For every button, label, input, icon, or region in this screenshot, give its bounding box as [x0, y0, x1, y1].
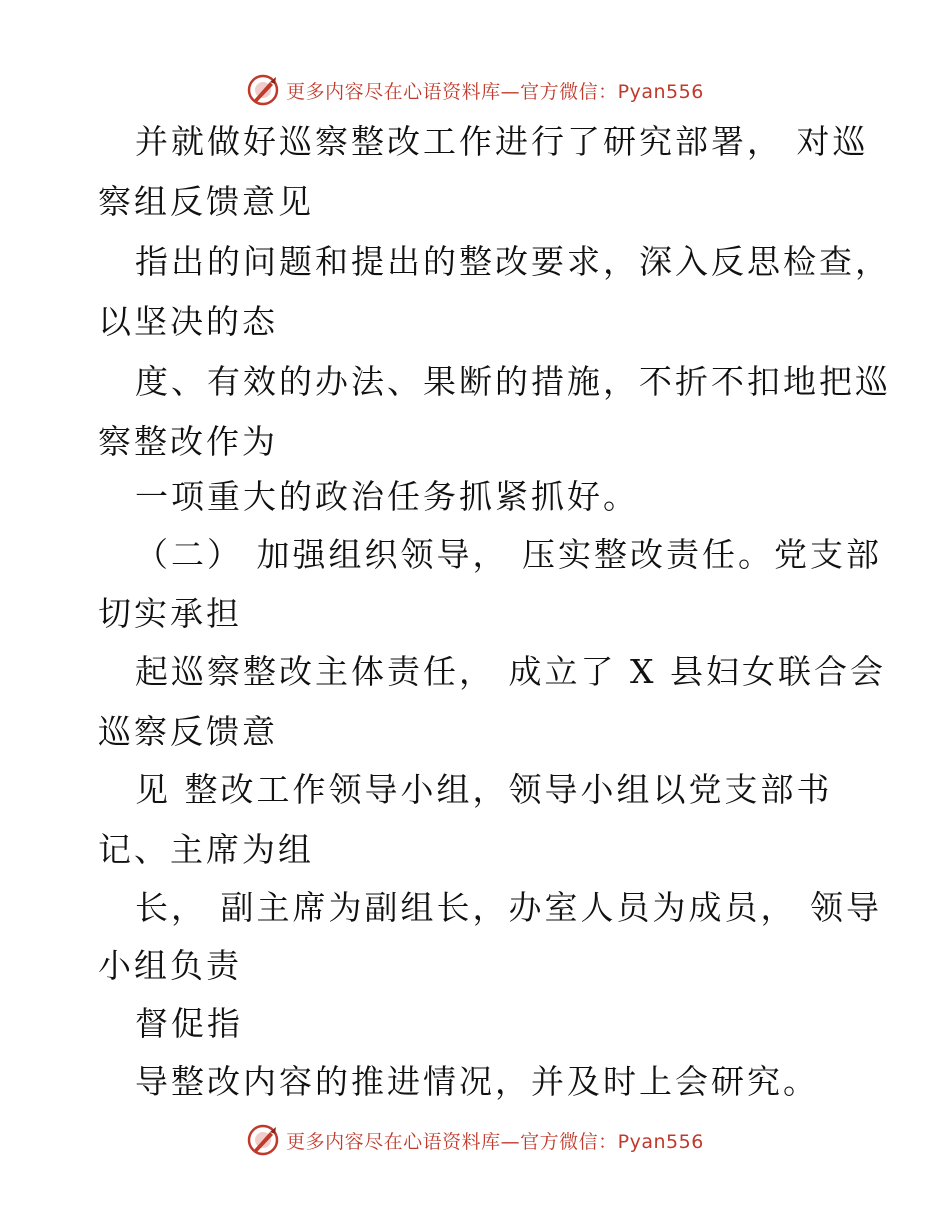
- body-line-3: 指出的问题和提出的整改要求，深入反思检查，: [135, 242, 891, 281]
- body-line-4: 以坚决的态: [98, 302, 278, 341]
- body-line-11: 巡察反馈意: [98, 712, 278, 751]
- body-line-9: 切实承担: [98, 594, 242, 633]
- quill-pen-circle-icon: [246, 1123, 280, 1157]
- body-line-8: （二） 加强组织领导， 压实整改责任。党支部: [135, 535, 882, 574]
- body-line-15: 小组负责: [98, 946, 242, 985]
- body-line-2: 察组反馈意见: [98, 182, 314, 221]
- body-line-14: 长， 副主席为副组长，办室人员为成员， 领导: [135, 888, 882, 927]
- body-line-5: 度、有效的办法、果断的措施，不折不扣地把巡: [135, 362, 891, 401]
- body-line-16: 督促指: [135, 1004, 243, 1043]
- body-line-1: 并就做好巡察整改工作进行了研究部署， 对巡: [135, 122, 869, 161]
- body-line-17: 导整改内容的推进情况，并及时上会研究。: [135, 1062, 819, 1101]
- body-line-12: 见 整改工作领导小组，领导小组以党支部书: [135, 770, 833, 809]
- header-banner-inner: [246, 73, 704, 107]
- body-line-13: 记、主席为组: [98, 830, 314, 869]
- quill-pen-circle-icon: [246, 73, 280, 107]
- body-line-7: 一项重大的政治任务抓紧抓好。: [135, 477, 639, 516]
- header-banner: [0, 70, 950, 110]
- header-banner-text: 更多内容尽在心语资料库—官方微信：Pyan556: [286, 80, 704, 103]
- footer-banner-text: 更多内容尽在心语资料库—官方微信：Pyan556: [286, 1130, 704, 1153]
- body-line-10: 起巡察整改主体责任， 成立了 X 县妇女联合会: [135, 652, 886, 691]
- footer-banner: [0, 1120, 950, 1160]
- footer-banner-inner: [246, 1123, 704, 1157]
- body-line-6: 察整改作为: [98, 422, 278, 461]
